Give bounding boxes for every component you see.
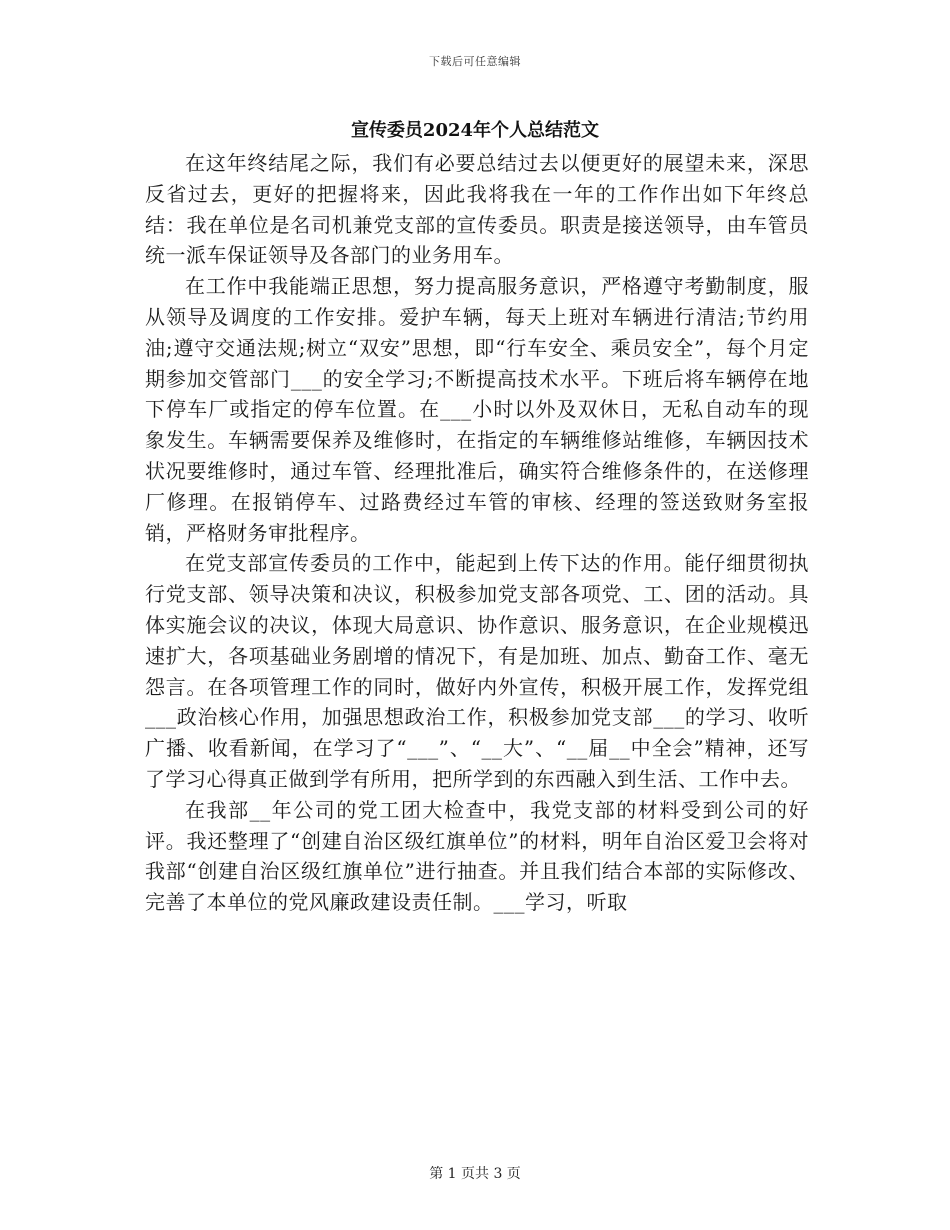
paragraph-intro: 在这年终结尾之际，我们有必要总结过去以便更好的展望未来，深思反省过去，更好的把握将来，因此我将我在一年的工作作出如下年终总结：我在单位是名司机兼党支部的宣传委员。职责是接送领导，由车管员统一派车保证领导及各部门的业务用车。 <box>145 151 809 268</box>
page-number: 第 1 页共 3 页 <box>429 1166 521 1182</box>
header-note: 下载后可任意编辑 <box>429 55 521 68</box>
paragraph-publicity-work: 在党支部宣传委员的工作中，能起到上传下达的作用。能仔细贯彻执行党支部、领导决策和决议，积极参加党支部各项党、工、团的活动。具体实施会议的决议，体现大局意识、协作意识、服务意识，在企业规模迅速扩大，各项基础业务剧增的情况下，有是加班、加点、勤奋工作、毫无怨言。在各项管理工作的同时，做好内外宣传，积极开展工作，发挥党组___政治核心作用，加强思想政治工作，积极参加党支部___的学习、收听广播、收看新闻，在学习了“___”、“__大”、“__届__中全会”精神，还写了学习心得真正做到学有所用，把所学到的东西融入到生活、工作中去。 <box>145 551 809 791</box>
document-body <box>145 148 809 918</box>
paragraph-inspection: 在我部__年公司的党工团大检查中，我党支部的材料受到公司的好评。我还整理了“创建自治区级红旗单位”的材料，明年自治区爱卫会将对我部“创建自治区级红旗单位”进行抽查。并且我们结合本部的实际修改、完善了本单位的党风廉政建设责任制。___学习，听取 <box>145 797 809 915</box>
paragraph-driver-work: 在工作中我能端正思想，努力提高服务意识，严格遵守考勤制度，服从领导及调度的工作安排。爱护车辆，每天上班对车辆进行清洁;节约用油;遵守交通法规;树立“双安”思想，即“行车安全、乘员安全”，每个月定期参加交管部门___的安全学习;不断提高技术水平。下班后将车辆停在地下停车厂或指定的停车位置。在___小时以外及双休日，无私自动车的现象发生。车辆需要保养及维修时，在指定的车辆维修站维修，车辆因技术状况要维修时，通过车管、经理批准后，确实符合维修条件的，在送修理厂修理。在报销停车、过路费经过车管的审核、经理的签送致财务室报销，严格财务审批程序。 <box>145 274 809 545</box>
document-title: 宣传委员2024年个人总结范文 <box>350 120 600 141</box>
